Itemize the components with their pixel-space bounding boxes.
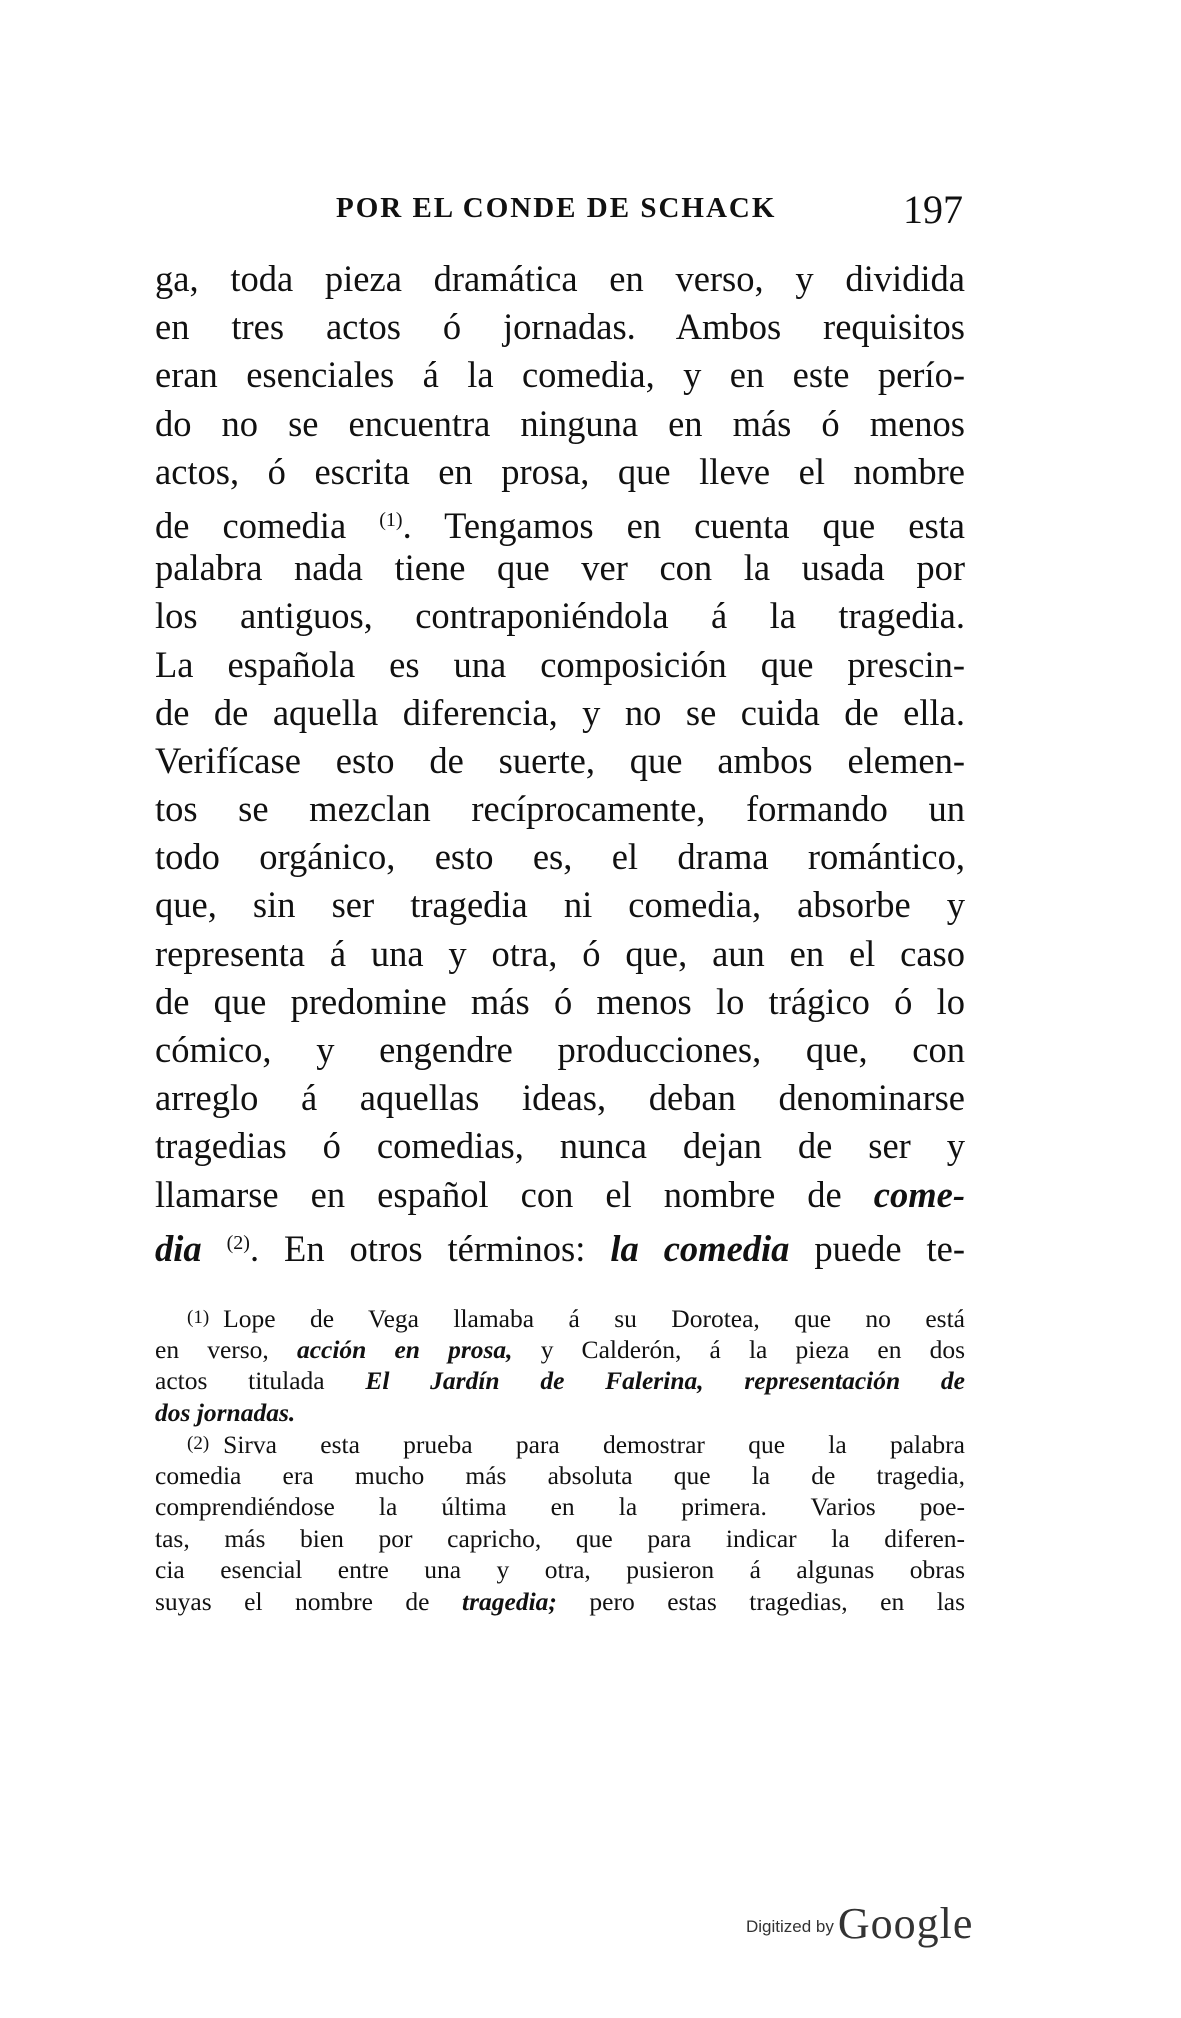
text-fragment: suyas el nombre de <box>155 1586 430 1616</box>
footnotes <box>155 1302 965 1617</box>
text-line: La española es una composición que prescin- <box>155 643 965 685</box>
footnote-line <box>155 1334 965 1366</box>
footnote-line <box>155 1397 965 1429</box>
page-number: 197 <box>903 187 963 232</box>
text-fragment: En otros términos: <box>284 1227 586 1269</box>
text-line: cómico, y engendre producciones, que, con <box>155 1029 965 1070</box>
footnote-marker-1: (1) <box>187 1307 210 1328</box>
text-line: en tres actos ó jornadas. Ambos requisitos <box>155 306 965 348</box>
text-fragment: Sirva esta prueba para demostrar que la palabra <box>223 1430 965 1459</box>
footnote-ref-2: (2) <box>226 1231 250 1254</box>
text-line: representa á una y otra, ó que, aun en el caso <box>155 932 965 974</box>
text-fragment: actos titulada <box>155 1366 325 1395</box>
footnote-line: cia esencial entre una y otra, pusieron á algunas obras <box>155 1555 965 1584</box>
footnote-line <box>155 1302 965 1334</box>
main-text <box>155 255 965 1267</box>
running-title: POR EL CONDE DE SCHACK <box>336 192 777 224</box>
footnote-line: comedia era mucho más absoluta que la de tragedia, <box>155 1460 965 1490</box>
italic-term: come- <box>873 1173 965 1215</box>
google-logo: Google <box>837 1899 974 1948</box>
text-line: que, sin ser tragedia ni comedia, absorbe y <box>155 884 965 926</box>
text-fragment: Lope de Vega llamaba á su Dorotea, que no está <box>223 1304 965 1333</box>
text-line: los antiguos, contraponiéndola á la tragedia. <box>155 595 965 637</box>
text-line: do no se encuentra ninguna en más ó menos <box>155 402 965 444</box>
italic-term: representación de <box>744 1366 965 1395</box>
footnote-ref-1: (1) <box>379 508 403 531</box>
footnote-line <box>155 1428 965 1460</box>
text-fragment: puede te- <box>814 1227 966 1269</box>
text-fragment: en verso, <box>155 1334 269 1364</box>
italic-term: la comedia <box>610 1227 790 1269</box>
italic-term: tragedia; <box>462 1586 557 1616</box>
text-line: ga, toda pieza dramática en verso, y dividida <box>155 258 965 299</box>
text-fragment: y Calderón, á la pieza en dos <box>540 1334 966 1364</box>
text-line: Verifícase esto de suerte, que ambos elemen- <box>155 739 965 781</box>
text-fragment: de comedia <box>155 504 347 546</box>
text-line: de de aquella diferencia, y no se cuida de ella. <box>155 691 965 733</box>
italic-term: dia <box>155 1227 202 1269</box>
text-line: dia $^{(2)}$. En otros términos: la comedia puede te- <box>155 1227 966 1269</box>
text-fragment: pero estas tragedias, en las <box>589 1586 966 1616</box>
footnote-line <box>155 1365 965 1397</box>
footnote-line: comprendiéndose la última en la primera. Varios poe- <box>155 1492 965 1521</box>
text-line: tos se mezclan recíprocamente, formando un <box>155 788 965 830</box>
italic-term: dos jornadas. <box>155 1397 296 1427</box>
text-line: arreglo á aquellas ideas, deban denominarse <box>155 1077 965 1119</box>
text-line: actos, ó escrita en prosa, que lleve el nombre <box>155 450 965 492</box>
text-line: de que predomine más ó menos lo trágico ó lo <box>155 980 965 1022</box>
italic-term: acción en prosa, <box>296 1334 513 1364</box>
digitized-watermark <box>746 1898 973 1949</box>
text-fragment: llamarse en español con el nombre de <box>155 1173 842 1215</box>
text-fragment: . Tengamos en cuenta que esta <box>402 504 965 546</box>
footnote-marker-2: (2) <box>187 1433 210 1454</box>
footnote-line: tas, más bien por capricho, que para indicar la diferen- <box>155 1523 965 1553</box>
text-line: eran esenciales á la comedia, y en este perío- <box>155 354 965 396</box>
text-line: palabra nada tiene que ver con la usada por <box>155 547 965 589</box>
text-line: tragedias ó comedias, nunca dejan de ser y <box>155 1125 965 1167</box>
text-line <box>155 496 965 544</box>
italic-term: El Jardín de Falerina, <box>365 1366 704 1395</box>
text-line <box>155 1171 965 1219</box>
footnote-line <box>155 1586 965 1618</box>
digitized-prefix: Digitized by <box>746 1917 834 1936</box>
text-line: todo orgánico, esto es, el drama romántico, <box>155 836 965 878</box>
